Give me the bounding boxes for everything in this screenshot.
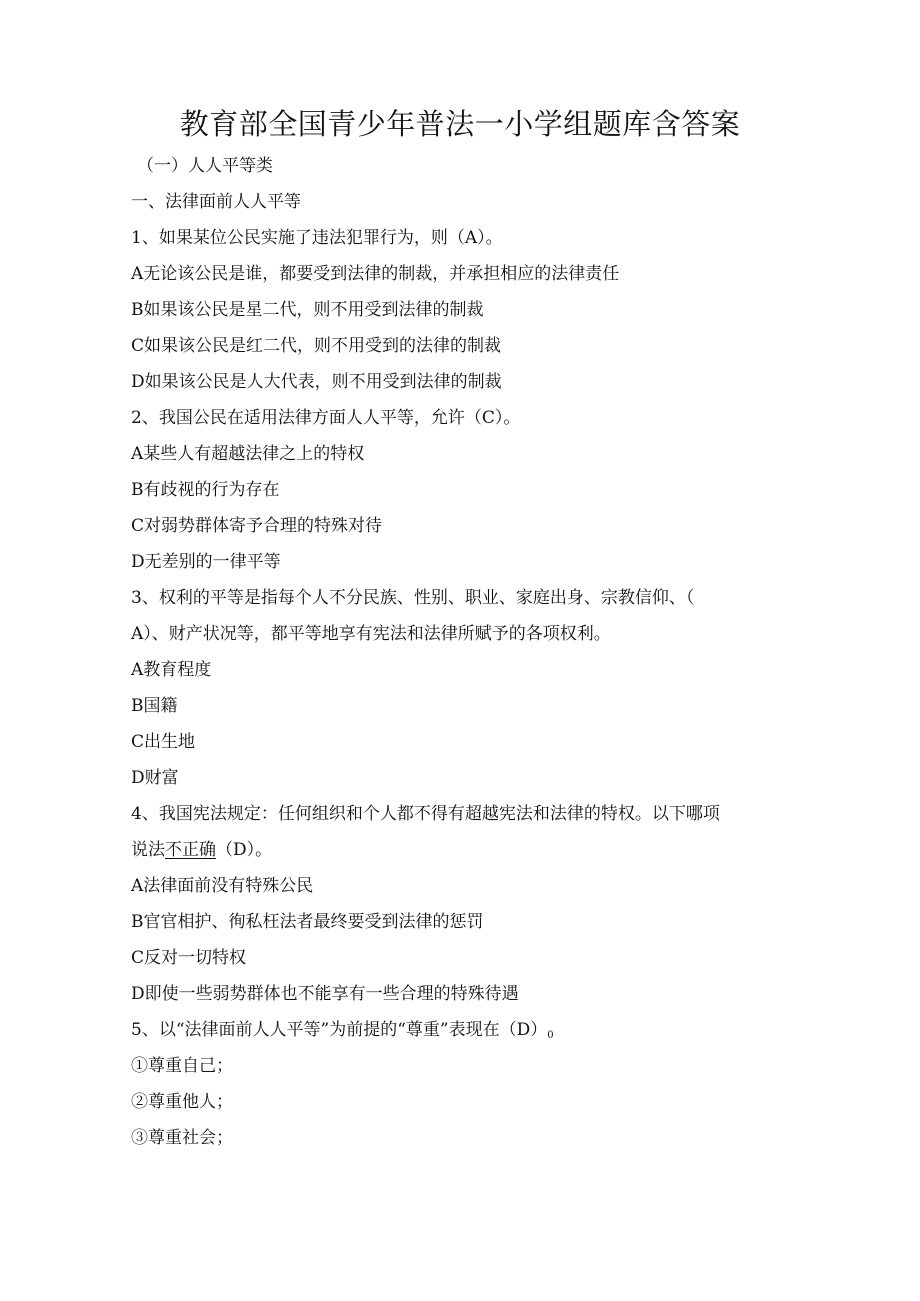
question-3-stem-line-1: 3、权利的平等是指每个人不分民族、性别、职业、家庭出身、宗教信仰、（ bbox=[131, 588, 695, 608]
question-4-stem-line-2 bbox=[131, 832, 791, 868]
document-body bbox=[131, 148, 791, 1156]
question-5-item-1: ①尊重自己； bbox=[131, 1056, 233, 1076]
question-5-item-3: ③尊重社会； bbox=[131, 1128, 233, 1148]
question-3-option-b: B国籍 bbox=[131, 696, 178, 716]
question-4-stem-suffix: （D）。 bbox=[216, 840, 273, 860]
question-4-option-b: B官官相护、徇私枉法者最终要受到法律的惩罚 bbox=[131, 912, 484, 932]
question-2-option-c: C对弱势群体寄予合理的特殊对待 bbox=[131, 516, 383, 536]
question-1-stem: 1、如果某位公民实施了违法犯罪行为，则（A）。 bbox=[131, 228, 503, 248]
question-3-option-c: C出生地 bbox=[131, 732, 196, 752]
question-3-option-a: A教育程度 bbox=[131, 660, 212, 680]
question-2-option-d: D无差别的一律平等 bbox=[131, 552, 281, 572]
question-1-option-c: C如果该公民是红二代，则不用受到的法律的制裁 bbox=[131, 336, 502, 356]
question-5-stem bbox=[131, 1012, 791, 1048]
subsection-heading: 一、法律面前人人平等 bbox=[131, 192, 301, 212]
question-3-stem-line-2: A）、财产状况等，都平等地享有宪法和法律所赋予的各项权利。 bbox=[131, 624, 611, 644]
question-1-option-a: A无论该公民是谁，都要受到法律的制裁，并承担相应的法律责任 bbox=[131, 264, 620, 284]
question-1-option-b: B如果该公民是星二代，则不用受到法律的制裁 bbox=[131, 300, 484, 320]
question-2-option-a: A某些人有超越法律之上的特权 bbox=[131, 444, 365, 464]
question-2-option-b: B有歧视的行为存在 bbox=[131, 480, 280, 500]
question-2-stem: 2、我国公民在适用法律方面人人平等，允许（C）。 bbox=[131, 408, 521, 428]
document-title: 教育部全国青少年普法一小学组题库含答案 bbox=[179, 107, 741, 141]
question-4-underlined-phrase: 不正确 bbox=[165, 840, 216, 860]
question-4-stem-prefix: 说法 bbox=[131, 840, 165, 860]
question-5-stem-mark: 0 bbox=[547, 1030, 554, 1041]
question-4-option-a: A法律面前没有特殊公民 bbox=[131, 876, 314, 896]
question-4-stem-line-1: 4、我国宪法规定：任何组织和个人都不得有超越宪法和法律的特权。以下哪项 bbox=[131, 804, 720, 824]
question-5-item-2: ②尊重他人； bbox=[131, 1092, 233, 1112]
question-5-stem-text: 5、以“法律面前人人平等”为前提的“尊重”表现在（D） bbox=[131, 1020, 548, 1040]
question-4-option-d: D即使一些弱势群体也不能享有一些合理的特殊待遇 bbox=[131, 984, 519, 1004]
question-1-option-d: D如果该公民是人大代表，则不用受到法律的制裁 bbox=[131, 372, 502, 392]
question-3-option-d: D财富 bbox=[131, 768, 179, 788]
section-heading: （一）人人平等类 bbox=[137, 156, 273, 176]
question-4-option-c: C反对一切特权 bbox=[131, 948, 247, 968]
